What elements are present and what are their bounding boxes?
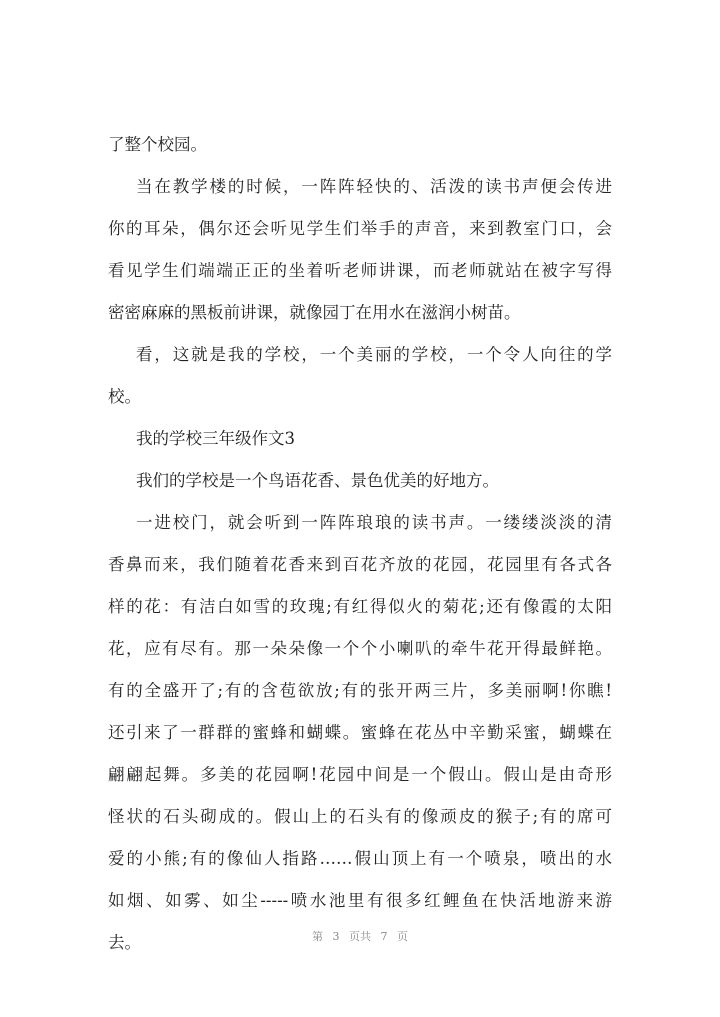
text-line: 样的花：有洁白如雪的玫瑰;有红得似火的菊花;还有像霞的太阳: [108, 597, 612, 616]
text-line: 当在教学楼的时候，一阵阵轻快的、活泼的读书声便会传进: [136, 177, 612, 196]
text-line: 还引来了一群群的蜜蜂和蝴蝶。蜜蜂在花丛中辛勤采蜜，蝴蝶在: [108, 723, 612, 742]
text-line: 密密麻麻的黑板前讲课，就像园丁在用水在滋润小树苗。: [108, 303, 521, 322]
text-line: 香鼻而来，我们随着花香来到百花齐放的花园，花园里有各式各: [108, 555, 612, 574]
text-line: 有的全盛开了;有的含苞欲放;有的张开两三片，多美丽啊!你瞧!: [108, 681, 612, 700]
text-line: 如烟、如雾、如尘-----喷水池里有很多红鲤鱼在快活地游来游: [108, 891, 612, 910]
text-line: 校。: [108, 387, 141, 406]
text-line: 你的耳朵，偶尔还会听见学生们举手的声音，来到教室门口，会: [108, 219, 612, 238]
text-line: 爱的小熊;有的像仙人指路……假山顶上有一个喷泉，喷出的水: [108, 849, 612, 868]
text-line: 一进校门，就会听到一阵阵琅琅的读书声。一缕缕淡淡的清: [136, 513, 612, 532]
text-line: 看见学生们端端正正的坐着听老师讲课，而老师就站在被字写得: [108, 261, 612, 280]
text-line: 花，应有尽有。那一朵朵像一个个小喇叭的牵牛花开得最鲜艳。: [108, 639, 612, 658]
page-number-footer: 第 3 页共 7 页: [312, 930, 408, 943]
text-line: 怪状的石头砌成的。假山上的石头有的像顽皮的猴子;有的席可: [108, 807, 612, 826]
text-line: 翩翩起舞。多美的花园啊!花园中间是一个假山。假山是由奇形: [108, 765, 612, 784]
text-line: 我的学校三年级作文3: [136, 429, 295, 448]
text-line: 我们的学校是一个鸟语花香、景色优美的好地方。: [136, 471, 499, 490]
text-line: 去。: [108, 933, 141, 952]
text-line: 了整个校园。: [108, 135, 207, 154]
text-line: 看，这就是我的学校，一个美丽的学校，一个令人向往的学: [136, 345, 612, 364]
